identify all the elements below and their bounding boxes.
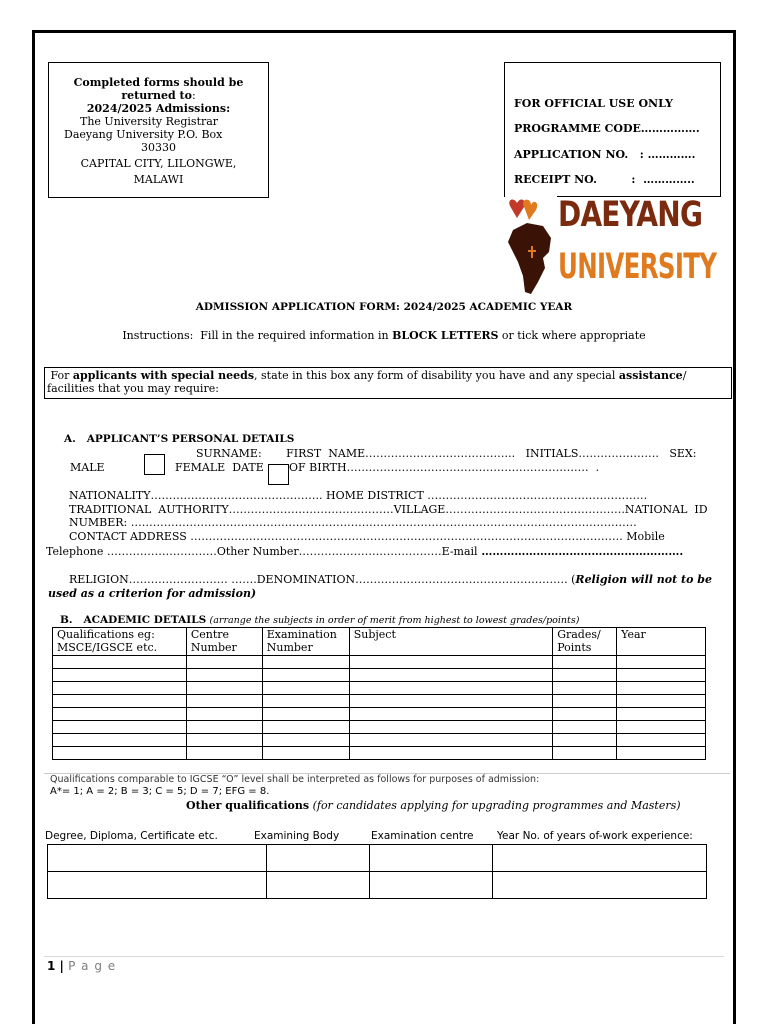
table-cell[interactable] xyxy=(553,682,617,695)
footer-divider xyxy=(44,956,724,957)
instructions-bold: BLOCK LETTERS xyxy=(392,329,499,342)
table-cell[interactable] xyxy=(186,747,262,760)
special-needs-line1 xyxy=(45,368,731,382)
female-checkbox[interactable] xyxy=(268,464,289,485)
special-needs-line2: facilities that you may require: xyxy=(47,382,219,395)
table-row[interactable] xyxy=(53,708,706,721)
table-cell[interactable] xyxy=(553,708,617,721)
table-row[interactable] xyxy=(53,747,706,760)
other-quals-title: Other qualifications xyxy=(186,799,310,812)
logo-line1: DAEYANG xyxy=(558,195,703,235)
return-line2-suffix: : xyxy=(191,89,196,102)
return-line2: returned to xyxy=(121,89,192,102)
table-cell[interactable] xyxy=(617,656,706,669)
table-cell[interactable] xyxy=(186,669,262,682)
traditional-authority-field[interactable]: TRADITIONAL AUTHORITY………………………………………VILLAGE………………………………………….NATIONAL ID xyxy=(69,503,708,516)
return-line1: Completed forms should be xyxy=(73,76,244,89)
logo-line2: UNIVERSITY xyxy=(558,247,717,287)
date-of-birth-field[interactable]: OF BIRTH………………………………………………………… . xyxy=(289,461,600,474)
table-row[interactable] xyxy=(48,872,707,899)
section-b-heading-row xyxy=(60,614,579,627)
other-quals-header-1: Examining Body xyxy=(254,830,340,842)
page-word: P a g e xyxy=(68,959,117,973)
other-quals-header-2: Examination centre xyxy=(371,830,474,842)
grading-scale: A*= 1; A = 2; B = 3; C = 5; D = 7; EFG = 8. xyxy=(50,786,270,797)
official-title: FOR OFFICIAL USE ONLY xyxy=(514,97,673,110)
return-line7: CAPITAL CITY, LILONGWE, xyxy=(80,157,237,170)
page-footer xyxy=(47,959,116,973)
telephone-field: Telephone …………………………Other Number…………………………………E-mail xyxy=(46,545,478,558)
table-cell[interactable] xyxy=(53,708,187,721)
return-line8: MALAWI xyxy=(133,173,184,186)
instructions xyxy=(0,329,768,342)
table-cell[interactable] xyxy=(493,845,707,872)
return-line2-wrap xyxy=(49,89,268,102)
table-cell[interactable] xyxy=(349,721,552,734)
return-line5: Daeyang University P.O. Box xyxy=(64,128,223,141)
receipt-no: RECEIPT NO. : ………….. xyxy=(514,173,695,186)
header-subject: Subject xyxy=(349,628,552,656)
special-needs-pre: For xyxy=(47,369,73,382)
table-cell[interactable] xyxy=(53,747,187,760)
page-frame-left xyxy=(32,30,35,1024)
table-cell[interactable] xyxy=(553,734,617,747)
contact-address-field[interactable]: CONTACT ADDRESS ………………………………………………………………………………………………………. Mobile xyxy=(69,530,665,543)
table-cell[interactable] xyxy=(349,747,552,760)
special-needs-bold1: applicants with special needs xyxy=(72,369,255,382)
table-cell[interactable] xyxy=(553,656,617,669)
table-row[interactable] xyxy=(48,845,707,872)
instructions-pre: Instructions: Fill in the required information in xyxy=(122,329,393,342)
male-checkbox[interactable] xyxy=(144,454,165,475)
table-cell[interactable] xyxy=(553,695,617,708)
section-b-note: (arrange the subjects in order of merit from highest to lowest grades/points) xyxy=(209,615,580,626)
academic-details-table xyxy=(52,627,706,760)
religion-note-line2: used as a criterion for admission) xyxy=(48,587,257,600)
table-cell[interactable] xyxy=(553,669,617,682)
section-a-heading: A. APPLICANT’S PERSONAL DETAILS xyxy=(64,433,295,445)
table-cell[interactable] xyxy=(349,682,552,695)
table-cell[interactable] xyxy=(262,682,349,695)
table-cell[interactable] xyxy=(493,872,707,899)
return-line4: The University Registrar xyxy=(80,115,219,128)
page-number: 1 xyxy=(47,959,56,973)
religion-row[interactable] xyxy=(69,573,712,586)
table-cell[interactable] xyxy=(262,708,349,721)
return-line6: 30330 xyxy=(141,141,176,154)
return-address-box xyxy=(48,62,269,198)
table-cell[interactable] xyxy=(617,747,706,760)
table-cell[interactable] xyxy=(617,721,706,734)
table-cell[interactable] xyxy=(53,656,187,669)
table-header-row xyxy=(53,628,706,656)
header-centre-number: Centre Number xyxy=(186,628,262,656)
table-cell[interactable] xyxy=(617,734,706,747)
grading-note: Qualifications comparable to IGCSE “O” level shall be interpreted as follows for purposes of admission: xyxy=(50,774,540,785)
table-cell[interactable] xyxy=(262,669,349,682)
table-cell[interactable] xyxy=(53,682,187,695)
other-quals-note: (for candidates applying for upgrading programmes and Masters) xyxy=(309,799,681,812)
instructions-post: or tick where appropriate xyxy=(498,329,646,342)
table-cell[interactable] xyxy=(262,747,349,760)
table-cell[interactable] xyxy=(186,656,262,669)
table-cell[interactable] xyxy=(617,695,706,708)
special-needs-bold2: assistance xyxy=(618,369,683,382)
table-cell[interactable] xyxy=(349,734,552,747)
national-id-field[interactable]: NUMBER: ………………………………………………………………………………………………………………………… xyxy=(69,516,637,529)
table-cell[interactable] xyxy=(186,721,262,734)
table-cell[interactable] xyxy=(349,708,552,721)
special-needs-mid: , state in this box any form of disability you have and any special xyxy=(254,369,619,382)
header-grades: Grades/ Points xyxy=(553,628,617,656)
table-cell[interactable] xyxy=(48,845,267,872)
table-cell[interactable] xyxy=(53,721,187,734)
religion-note: Religion will not to be xyxy=(575,573,712,586)
table-cell[interactable] xyxy=(349,695,552,708)
header-year: Year xyxy=(617,628,706,656)
table-row[interactable] xyxy=(53,721,706,734)
table-cell[interactable] xyxy=(617,708,706,721)
section-b-heading: B. ACADEMIC DETAILS xyxy=(60,614,207,626)
sex-male-label: MALE xyxy=(70,461,105,474)
table-cell[interactable] xyxy=(349,656,552,669)
other-quals-header-0: Degree, Diploma, Certificate etc. xyxy=(45,830,218,842)
page-frame-right xyxy=(733,30,736,1024)
table-row[interactable] xyxy=(53,682,706,695)
table-cell[interactable] xyxy=(262,656,349,669)
return-line3: 2024/2025 Admissions: xyxy=(86,102,231,115)
table-cell[interactable] xyxy=(262,721,349,734)
table-cell[interactable] xyxy=(186,695,262,708)
table-cell[interactable] xyxy=(553,747,617,760)
university-logo xyxy=(505,196,723,300)
table-cell[interactable] xyxy=(186,708,262,721)
table-cell[interactable] xyxy=(53,695,187,708)
email-field: ………………………………………………. xyxy=(477,545,684,558)
table-cell[interactable] xyxy=(53,669,187,682)
special-needs-post: / xyxy=(682,369,687,382)
header-examination-number: Examination Number xyxy=(262,628,349,656)
header-qualifications: Qualifications eg: MSCE/IGSCE etc. xyxy=(53,628,187,656)
programme-code: PROGRAMME CODE……………. xyxy=(514,122,700,135)
table-cell[interactable] xyxy=(262,734,349,747)
table-cell[interactable] xyxy=(553,721,617,734)
page-separator: | xyxy=(55,959,69,973)
special-needs-box[interactable] xyxy=(44,367,732,399)
table-row[interactable] xyxy=(53,656,706,669)
table-cell[interactable] xyxy=(262,695,349,708)
table-row[interactable] xyxy=(53,669,706,682)
nationality-field[interactable]: NATIONALITY……………………………………….. HOME DISTRICT …………………………………………………… xyxy=(69,489,648,502)
form-title: ADMISSION APPLICATION FORM: 2024/2025 ACADEMIC YEAR xyxy=(195,301,573,313)
table-cell[interactable] xyxy=(369,845,493,872)
table-row[interactable] xyxy=(53,695,706,708)
table-cell[interactable] xyxy=(186,734,262,747)
page-frame-top xyxy=(32,30,736,33)
table-cell[interactable] xyxy=(48,872,267,899)
table-cell[interactable] xyxy=(266,872,369,899)
table-cell[interactable] xyxy=(617,682,706,695)
table-cell[interactable] xyxy=(186,682,262,695)
personal-row1[interactable]: SURNAME: FIRST NAME………………………………….. INITIALS…………………. SEX: xyxy=(196,447,697,460)
official-use-box xyxy=(504,62,721,197)
table-cell[interactable] xyxy=(369,872,493,899)
other-quals-title-row xyxy=(186,799,681,812)
table-cell[interactable] xyxy=(266,845,369,872)
application-no: APPLICATION NO. : …………. xyxy=(514,148,696,161)
table-cell[interactable] xyxy=(349,669,552,682)
telephone-row[interactable] xyxy=(46,545,683,558)
sex-female-label: FEMALE DATE xyxy=(175,461,264,474)
table-cell[interactable] xyxy=(617,669,706,682)
table-row[interactable] xyxy=(53,734,706,747)
religion-field: RELIGION……………………… …….DENOMINATION…………………………………………………. ( xyxy=(69,573,576,586)
other-quals-header-3: Year No. of years of-work experience: xyxy=(497,830,693,842)
table-cell[interactable] xyxy=(53,734,187,747)
other-qualifications-table xyxy=(47,844,707,899)
